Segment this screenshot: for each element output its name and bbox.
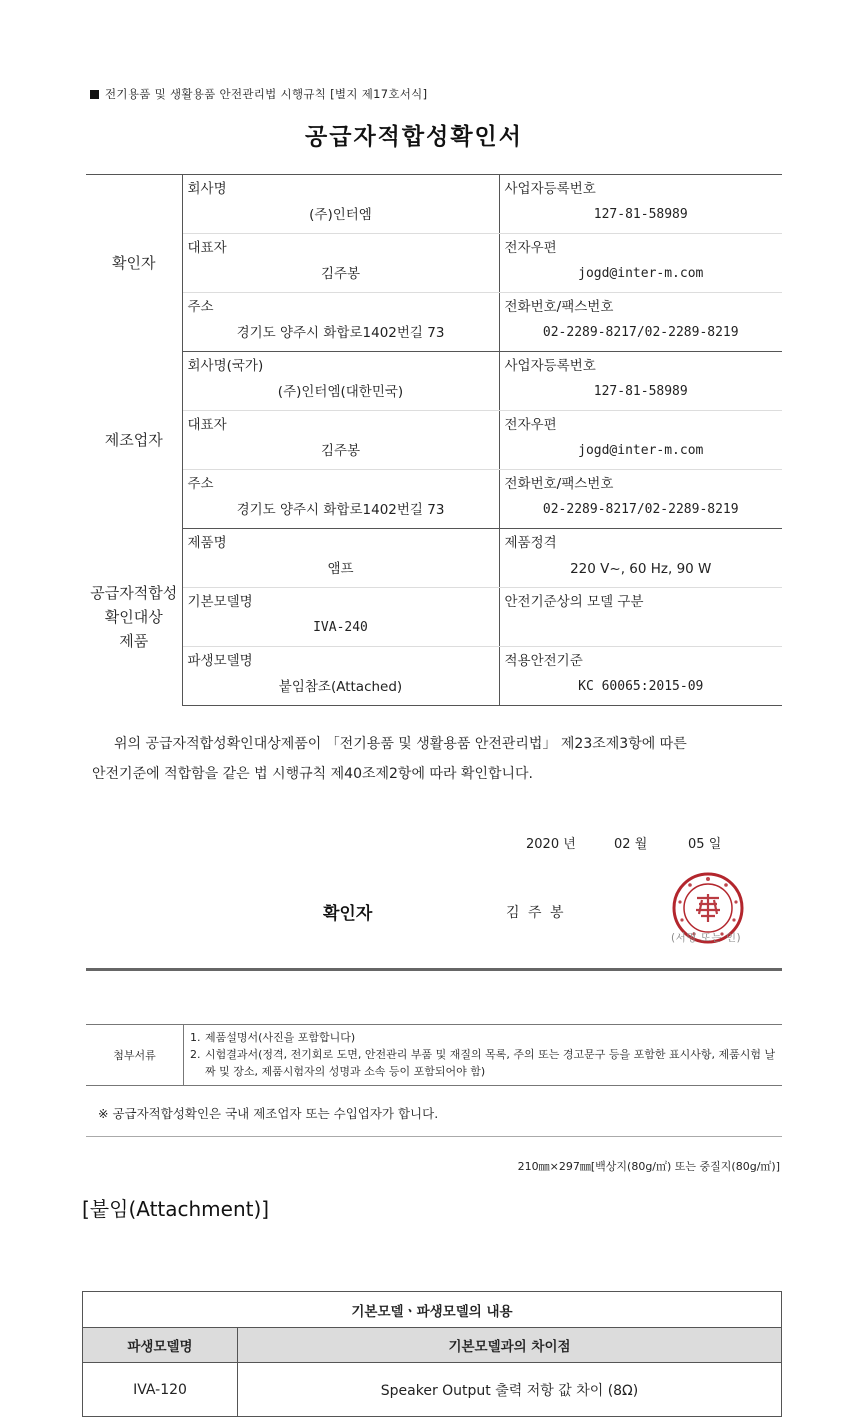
attachments-table bbox=[86, 1024, 782, 1086]
field-label: 회사명 bbox=[187, 181, 227, 197]
field-label: 대표자 bbox=[187, 240, 227, 256]
column-header: 기본모델과의 차이점 bbox=[238, 1328, 782, 1363]
field-value: 붙임참조(Attached) bbox=[278, 679, 403, 695]
manufacturer-company-field bbox=[182, 352, 499, 411]
field-value: 김주봉 bbox=[320, 266, 361, 282]
form-reference-note: 전기용품 및 생활용품 안전관리법 시행규칙 [별지 제17호서식] bbox=[90, 86, 427, 102]
field-label: 회사명(국가) bbox=[187, 358, 264, 374]
field-label: 전자우편 bbox=[504, 240, 557, 256]
base-model-field bbox=[182, 588, 499, 647]
field-value: 경기도 양주시 화합로1402번길 73 bbox=[236, 502, 445, 518]
field-label: 전화번호/팩스번호 bbox=[504, 476, 614, 492]
field-label: 안전기준상의 모델 구분 bbox=[504, 594, 644, 610]
divider bbox=[86, 968, 782, 971]
confirmer-address-field bbox=[182, 293, 499, 352]
confirmation-table bbox=[86, 174, 782, 706]
field-value: (주)인터엠 bbox=[309, 207, 372, 223]
field-value: 경기도 양주시 화합로1402번길 73 bbox=[236, 325, 445, 341]
section-confirmer: 확인자 bbox=[86, 175, 182, 352]
statement bbox=[92, 729, 772, 789]
field-label: 적용안전기준 bbox=[504, 653, 583, 669]
field-label: 제품정격 bbox=[504, 535, 557, 551]
attachment-item: 1. 제품설명서(사진을 포함합니다) bbox=[190, 1031, 356, 1044]
manufacturer-address-field bbox=[182, 470, 499, 529]
field-value: jogd@inter-m.com bbox=[578, 443, 704, 458]
confirmer-rep-field bbox=[182, 234, 499, 293]
attachment-heading: [붙임(Attachment)] bbox=[82, 1197, 270, 1221]
confirmer-company-field bbox=[182, 175, 499, 234]
document-title: 공급자적합성확인서 bbox=[305, 124, 523, 150]
field-label: 기본모델명 bbox=[187, 594, 253, 610]
confirmer-bizno-field bbox=[499, 175, 782, 234]
confirmer-email-field bbox=[499, 234, 782, 293]
section-product-line3: 제품 bbox=[119, 632, 149, 650]
manufacturer-tel-field bbox=[499, 470, 782, 529]
signer-name: 김 주 봉 bbox=[506, 905, 566, 921]
product-name-field bbox=[182, 529, 499, 588]
field-value: (주)인터엠(대한민국) bbox=[277, 384, 404, 400]
field-value: 127-81-58989 bbox=[593, 384, 688, 399]
field-label: 사업자등록번호 bbox=[504, 358, 596, 374]
attachments-list bbox=[184, 1025, 783, 1086]
field-value: IVA-240 bbox=[313, 620, 368, 635]
section-product-line1: 공급자적합성 bbox=[90, 584, 178, 602]
field-value: KC 60065:2015-09 bbox=[578, 679, 704, 694]
safety-standard-field bbox=[499, 647, 782, 706]
attachments-label: 첨부서류 bbox=[86, 1025, 184, 1086]
date-month: 02 월 bbox=[614, 837, 648, 852]
difference-cell: Speaker Output 출력 저항 값 차이 (8Ω) bbox=[238, 1363, 782, 1417]
product-rating-field bbox=[499, 529, 782, 588]
field-value: 02-2289-8217/02-2289-8219 bbox=[542, 325, 739, 340]
model-class-field bbox=[499, 588, 782, 647]
field-label: 주소 bbox=[187, 476, 214, 492]
manufacturer-email-field bbox=[499, 411, 782, 470]
section-product-line2: 확인대상 bbox=[104, 608, 163, 626]
derived-model-field bbox=[182, 647, 499, 706]
field-label: 제품명 bbox=[187, 535, 227, 551]
field-value: 앰프 bbox=[327, 561, 354, 577]
signer-role: 확인자 bbox=[323, 904, 373, 924]
attachment-item: 2. 시험결과서(정격, 전기회로 도면, 안전관리 부품 및 재질의 목록, 주의 또는 경고문구 등을 포함한 표시사항, 제품시험 날짜 및 장소, 제품시험자의 성명과 소속 등이 포함되어야 함) bbox=[190, 1048, 776, 1078]
date-year: 2020 년 bbox=[526, 837, 576, 852]
statement-line-2: 안전기준에 적합함을 같은 법 시행규칙 제40조제2항에 따라 확인합니다. bbox=[92, 766, 533, 782]
table-caption: 기본모델ㆍ파생모델의 내용 bbox=[83, 1292, 782, 1328]
field-label: 대표자 bbox=[187, 417, 227, 433]
paper-size-note: 210㎜×297㎜[백상지(80g/㎡) 또는 중질지(80g/㎡)] bbox=[517, 1160, 780, 1173]
section-product bbox=[86, 529, 182, 706]
field-value: 02-2289-8217/02-2289-8219 bbox=[542, 502, 739, 517]
field-label: 사업자등록번호 bbox=[504, 181, 596, 197]
field-label: 주소 bbox=[187, 299, 214, 315]
square-bullet-icon bbox=[90, 90, 99, 99]
divider bbox=[86, 1136, 782, 1137]
field-label: 전자우편 bbox=[504, 417, 557, 433]
derived-model-cell: IVA-120 bbox=[83, 1363, 238, 1417]
column-header: 파생모델명 bbox=[83, 1328, 238, 1363]
manufacturer-bizno-field bbox=[499, 352, 782, 411]
date-day: 05 일 bbox=[688, 837, 722, 852]
statement-line-1: 위의 공급자적합성확인대상제품이 「전기용품 및 생활용품 안전관리법」 제23조제3항에 따른 bbox=[114, 736, 687, 752]
field-value: 127-81-58989 bbox=[593, 207, 688, 222]
field-label: 파생모델명 bbox=[187, 653, 253, 669]
supplier-note: ※ 공급자적합성확인은 국내 제조업자 또는 수입업자가 합니다. bbox=[98, 1106, 439, 1121]
signature-note: (서명 또는 인) bbox=[671, 932, 742, 944]
table-row bbox=[83, 1363, 782, 1417]
confirmer-tel-field bbox=[499, 293, 782, 352]
field-value: 김주봉 bbox=[320, 443, 361, 459]
field-label: 전화번호/팩스번호 bbox=[504, 299, 614, 315]
field-value: jogd@inter-m.com bbox=[578, 266, 704, 281]
model-difference-table bbox=[82, 1291, 782, 1417]
manufacturer-rep-field bbox=[182, 411, 499, 470]
field-value: 220 V~, 60 Hz, 90 W bbox=[570, 561, 712, 577]
field-value bbox=[500, 608, 783, 646]
section-manufacturer: 제조업자 bbox=[86, 352, 182, 529]
